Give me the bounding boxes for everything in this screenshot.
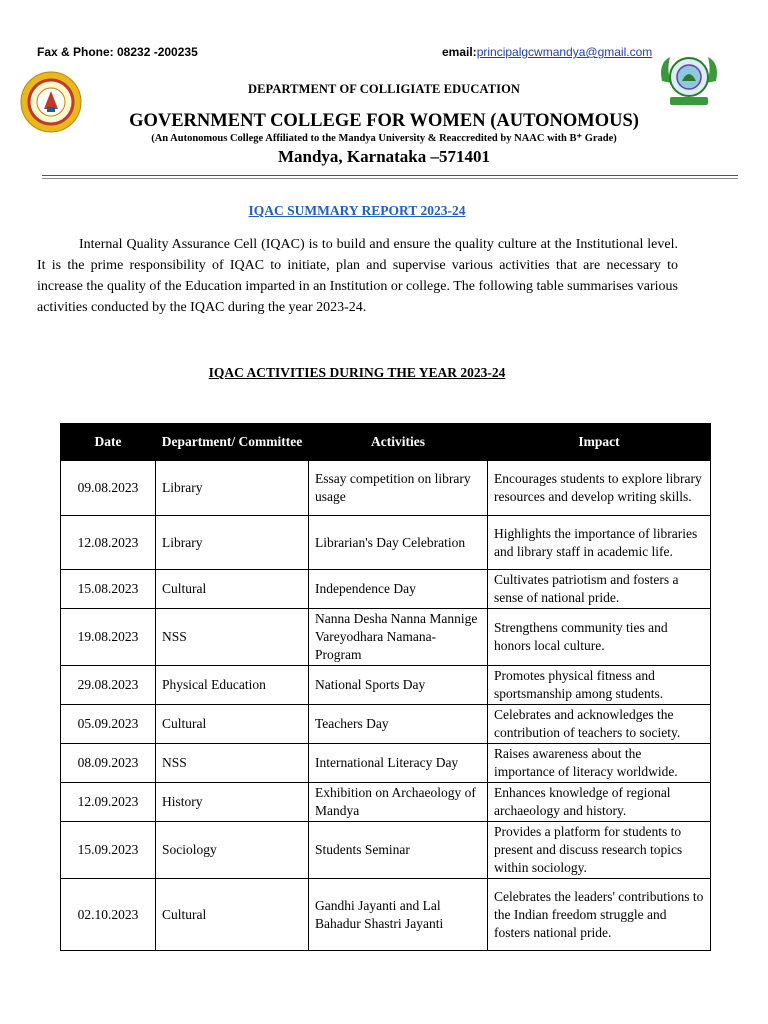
table-row <box>61 609 711 666</box>
department-heading: DEPARTMENT OF COLLIGIATE EDUCATION <box>247 82 521 96</box>
table-row <box>61 705 711 744</box>
table-row <box>61 783 711 822</box>
activity-cell: International Literacy Day <box>309 744 488 783</box>
date-cell: 09.08.2023 <box>61 461 156 516</box>
activities-title: IQAC ACTIVITIES DURING THE YEAR 2023-24 <box>208 365 506 380</box>
table-row <box>61 822 711 879</box>
table-row <box>61 879 711 951</box>
department-cell: Sociology <box>156 822 309 879</box>
department-cell: NSS <box>156 744 309 783</box>
college-seal-logo <box>656 53 722 109</box>
header-date: Date <box>61 424 156 461</box>
date-cell: 15.09.2023 <box>61 822 156 879</box>
table-row <box>61 744 711 783</box>
table-row <box>61 666 711 705</box>
department-cell: Cultural <box>156 879 309 951</box>
department-cell: Library <box>156 461 309 516</box>
activity-cell: Students Seminar <box>309 822 488 879</box>
department-cell: Cultural <box>156 705 309 744</box>
department-cell: Library <box>156 516 309 570</box>
table-header-row <box>61 424 711 461</box>
affiliation-line: (An Autonomous College Affiliated to the Mandya University & Reaccredited by NAAC with B⁺ Grade) <box>151 133 617 144</box>
activity-cell: Nanna Desha Nanna Mannige Vareyodhara Namana-Program <box>309 609 488 666</box>
activity-cell: Essay competition on library usage <box>309 461 488 516</box>
table-row <box>61 570 711 609</box>
table-row <box>61 461 711 516</box>
impact-cell: Celebrates the leaders' contributions to the Indian freedom struggle and fosters national pride. <box>488 879 711 951</box>
impact-cell: Provides a platform for students to present and discuss research topics within sociology. <box>488 822 711 879</box>
activity-cell: Gandhi Jayanti and Lal Bahadur Shastri Jayanti <box>309 879 488 951</box>
department-cell: Physical Education <box>156 666 309 705</box>
header-impact: Impact <box>488 424 711 461</box>
date-cell: 05.09.2023 <box>61 705 156 744</box>
activity-cell: Teachers Day <box>309 705 488 744</box>
college-address: Mandya, Karnataka –571401 <box>277 147 491 166</box>
email-link[interactable]: principalgcwmandya@gmail.com <box>476 45 653 59</box>
header-divider-secondary <box>42 178 738 179</box>
impact-cell: Raises awareness about the importance of literacy worldwide. <box>488 744 711 783</box>
department-cell: Cultural <box>156 570 309 609</box>
impact-cell: Encourages students to explore library resources and develop writing skills. <box>488 461 711 516</box>
header-department: Department/ Committee <box>156 424 309 461</box>
department-cell: NSS <box>156 609 309 666</box>
department-cell: History <box>156 783 309 822</box>
impact-cell: Celebrates and acknowledges the contribution of teachers to society. <box>488 705 711 744</box>
date-cell: 19.08.2023 <box>61 609 156 666</box>
date-cell: 08.09.2023 <box>61 744 156 783</box>
email-label: email: <box>442 45 477 59</box>
report-title: IQAC SUMMARY REPORT 2023-24 <box>248 203 466 218</box>
date-cell: 02.10.2023 <box>61 879 156 951</box>
date-cell: 12.08.2023 <box>61 516 156 570</box>
table-row <box>61 516 711 570</box>
email-line <box>442 45 652 59</box>
activity-cell: Librarian's Day Celebration <box>309 516 488 570</box>
impact-cell: Highlights the importance of libraries and library staff in academic life. <box>488 516 711 570</box>
intro-paragraph: Internal Quality Assurance Cell (IQAC) is to build and ensure the quality culture at the Institutional level. It is the prime responsibility of IQAC to initiate, plan and supervise various activities that are necessary to increase the quality of the Education imparted in an Institution or college. The following table summarises various activities conducted by the IQAC during the year 2023-24. <box>37 237 678 315</box>
fax-phone: Fax & Phone: 08232 -200235 <box>37 45 198 59</box>
activity-cell: National Sports Day <box>309 666 488 705</box>
header-divider <box>42 175 738 176</box>
activities-table <box>60 423 711 951</box>
activity-cell: Exhibition on Archaeology of Mandya <box>309 783 488 822</box>
date-cell: 12.09.2023 <box>61 783 156 822</box>
impact-cell: Enhances knowledge of regional archaeology and history. <box>488 783 711 822</box>
date-cell: 15.08.2023 <box>61 570 156 609</box>
header-activities: Activities <box>309 424 488 461</box>
impact-cell: Cultivates patriotism and fosters a sense of national pride. <box>488 570 711 609</box>
date-cell: 29.08.2023 <box>61 666 156 705</box>
college-name: GOVERNMENT COLLEGE FOR WOMEN (AUTONOMOUS) <box>129 111 639 131</box>
impact-cell: Promotes physical fitness and sportsmanship among students. <box>488 666 711 705</box>
activity-cell: Independence Day <box>309 570 488 609</box>
impact-cell: Strengthens community ties and honors local culture. <box>488 609 711 666</box>
